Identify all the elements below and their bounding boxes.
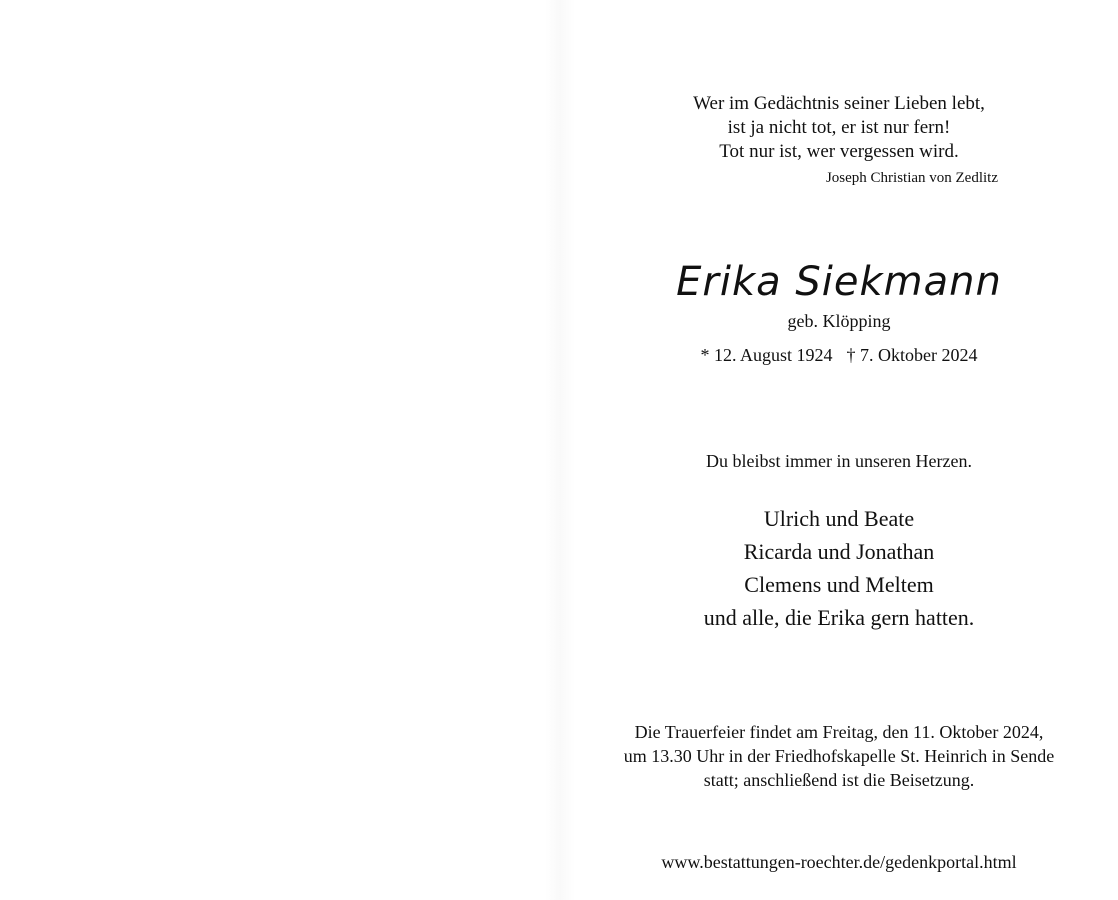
- quote-line: Wer im Gedächtnis seiner Lieben lebt,: [693, 93, 985, 114]
- mourner-line: Ricarda und Jonathan: [743, 539, 935, 564]
- memorial-quote: [560, 92, 1118, 164]
- memorial-portal-link[interactable]: www.bestattungen-roechter.de/gedenkportal.html: [661, 852, 1017, 872]
- ceremony-info: [560, 720, 1118, 792]
- ceremony-line: statt; anschließend ist die Beisetzung.: [703, 770, 975, 790]
- obituary-right-page: [560, 0, 1118, 900]
- birth-date: * 12. August 1924: [700, 345, 833, 365]
- mourners-list: [560, 502, 1118, 634]
- death-date: † 7. Oktober 2024: [846, 345, 978, 365]
- life-dates: [560, 344, 1118, 366]
- mourner-line: Ulrich und Beate: [763, 506, 915, 531]
- deceased-name: Erika Siekmann: [676, 259, 1002, 305]
- mourner-line: Clemens und Meltem: [744, 572, 934, 597]
- maiden-name: geb. Klöpping: [787, 311, 891, 331]
- ceremony-line: um 13.30 Uhr in der Friedhofskapelle St. Heinrich in Sende: [623, 746, 1055, 766]
- quote-author: Joseph Christian von Zedlitz: [825, 170, 998, 186]
- quote-line: ist ja nicht tot, er ist nur fern!: [727, 117, 951, 138]
- mourner-line: und alle, die Erika gern hatten.: [703, 605, 975, 630]
- quote-line: Tot nur ist, wer vergessen wird.: [719, 141, 959, 162]
- motto: Du bleibst immer in unseren Herzen.: [706, 451, 972, 471]
- ceremony-line: Die Trauerfeier findet am Freitag, den 11. Oktober 2024,: [634, 722, 1044, 742]
